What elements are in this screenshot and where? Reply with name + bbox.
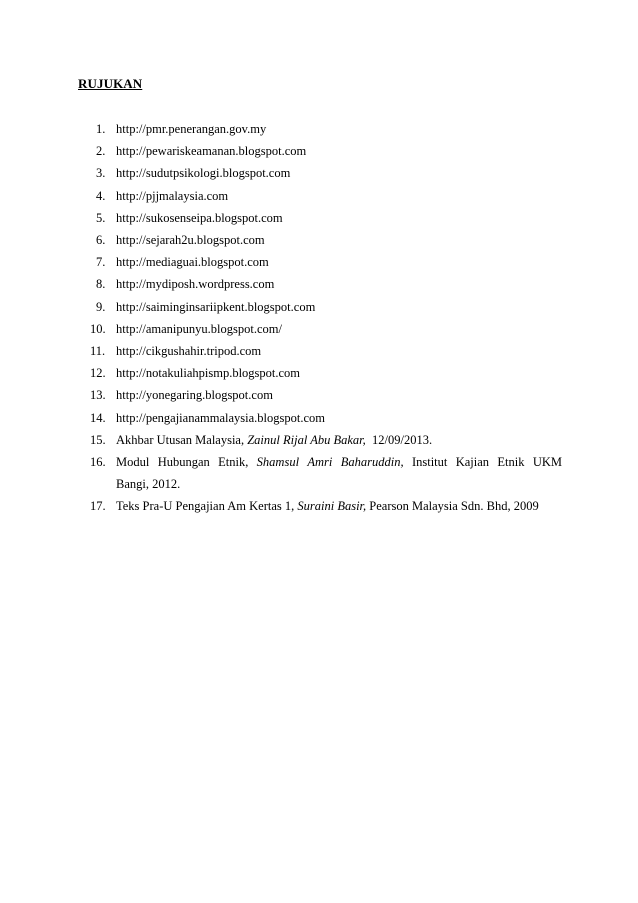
list-item	[96, 273, 562, 295]
reference-author: Shamsul	[256, 455, 300, 470]
reference-author: Suraini Basir,	[297, 499, 367, 514]
reference-link[interactable]: http://amanipunyu.blogspot.com/	[116, 321, 282, 336]
reference-date: 12/09/2013.	[365, 432, 433, 447]
item-number: 15.	[90, 432, 106, 447]
item-number: 5.	[96, 210, 106, 225]
list-item	[90, 451, 562, 495]
item-number: 2.	[96, 144, 106, 159]
list-item	[90, 429, 562, 451]
reference-link[interactable]: http://sudutpsikologi.blogspot.com	[116, 166, 291, 181]
reference-line: Bangi, 2012.	[116, 477, 181, 492]
item-number: 6.	[96, 233, 106, 248]
item-number: 16.	[90, 455, 106, 470]
reference-link[interactable]: http://mydiposh.wordpress.com	[116, 277, 275, 292]
reference-link[interactable]: http://pjjmalaysia.com	[116, 188, 229, 203]
reference-link[interactable]: http://pengajianammalaysia.blogspot.com	[116, 410, 325, 425]
reference-word: Etnik,	[218, 455, 249, 470]
list-item	[90, 318, 562, 340]
item-number: 8.	[96, 277, 106, 292]
item-number: 1.	[96, 122, 106, 136]
list-item	[90, 340, 562, 362]
reference-link[interactable]: http://sukosenseipa.blogspot.com	[116, 210, 283, 225]
reference-publisher: Pearson Malaysia Sdn. Bhd, 2009	[366, 499, 539, 514]
item-number: 12.	[90, 366, 106, 381]
reference-author: Baharuddin,	[340, 455, 404, 470]
page-heading: RUJUKAN	[78, 76, 143, 91]
item-number: 11.	[90, 344, 106, 359]
reference-line	[116, 451, 562, 473]
item-number: 9.	[96, 299, 106, 314]
reference-link[interactable]: http://cikgushahir.tripod.com	[116, 344, 262, 359]
item-number: 13.	[90, 388, 106, 403]
reference-link[interactable]: http://saiminginsariipkent.blogspot.com	[116, 299, 316, 314]
list-item	[90, 495, 562, 517]
list-item	[96, 296, 562, 318]
reference-link[interactable]: http://sejarah2u.blogspot.com	[116, 233, 265, 248]
reference-link[interactable]: http://pewariskeamanan.blogspot.com	[116, 144, 307, 159]
list-item	[90, 362, 562, 384]
reference-link[interactable]: http://yonegaring.blogspot.com	[116, 388, 273, 403]
list-item	[90, 407, 562, 429]
reference-word: Etnik	[497, 455, 525, 470]
item-number: 3.	[96, 166, 106, 181]
list-item	[96, 162, 562, 184]
reference-text: Akhbar Utusan Malaysia,	[116, 432, 248, 447]
item-number: 17.	[90, 499, 106, 514]
reference-list	[90, 118, 562, 518]
reference-link[interactable]: http://mediaguai.blogspot.com	[116, 255, 269, 270]
item-number: 4.	[96, 188, 106, 203]
reference-link[interactable]: http://notakuliahpismp.blogspot.com	[116, 366, 301, 381]
item-number: 10.	[90, 321, 106, 336]
item-number: 7.	[96, 255, 106, 270]
list-item	[96, 251, 562, 273]
list-item	[96, 140, 562, 162]
reference-author: Zainul Rijal Abu Bakar,	[247, 432, 366, 447]
list-item	[96, 229, 562, 251]
reference-word: Modul	[116, 455, 150, 470]
reference-word: Institut	[411, 455, 448, 470]
list-item	[96, 185, 562, 207]
reference-word: Kajian	[455, 455, 490, 470]
reference-word: Hubungan	[157, 455, 210, 470]
item-number: 14.	[90, 410, 106, 425]
list-item	[90, 384, 562, 406]
list-item	[96, 207, 562, 229]
reference-author: Amri	[307, 455, 333, 470]
reference-text: Teks Pra-U Pengajian Am Kertas 1,	[116, 499, 298, 514]
list-item	[96, 118, 562, 140]
reference-link[interactable]: http://pmr.penerangan.gov.my	[116, 122, 267, 136]
reference-word: UKM	[532, 455, 562, 470]
